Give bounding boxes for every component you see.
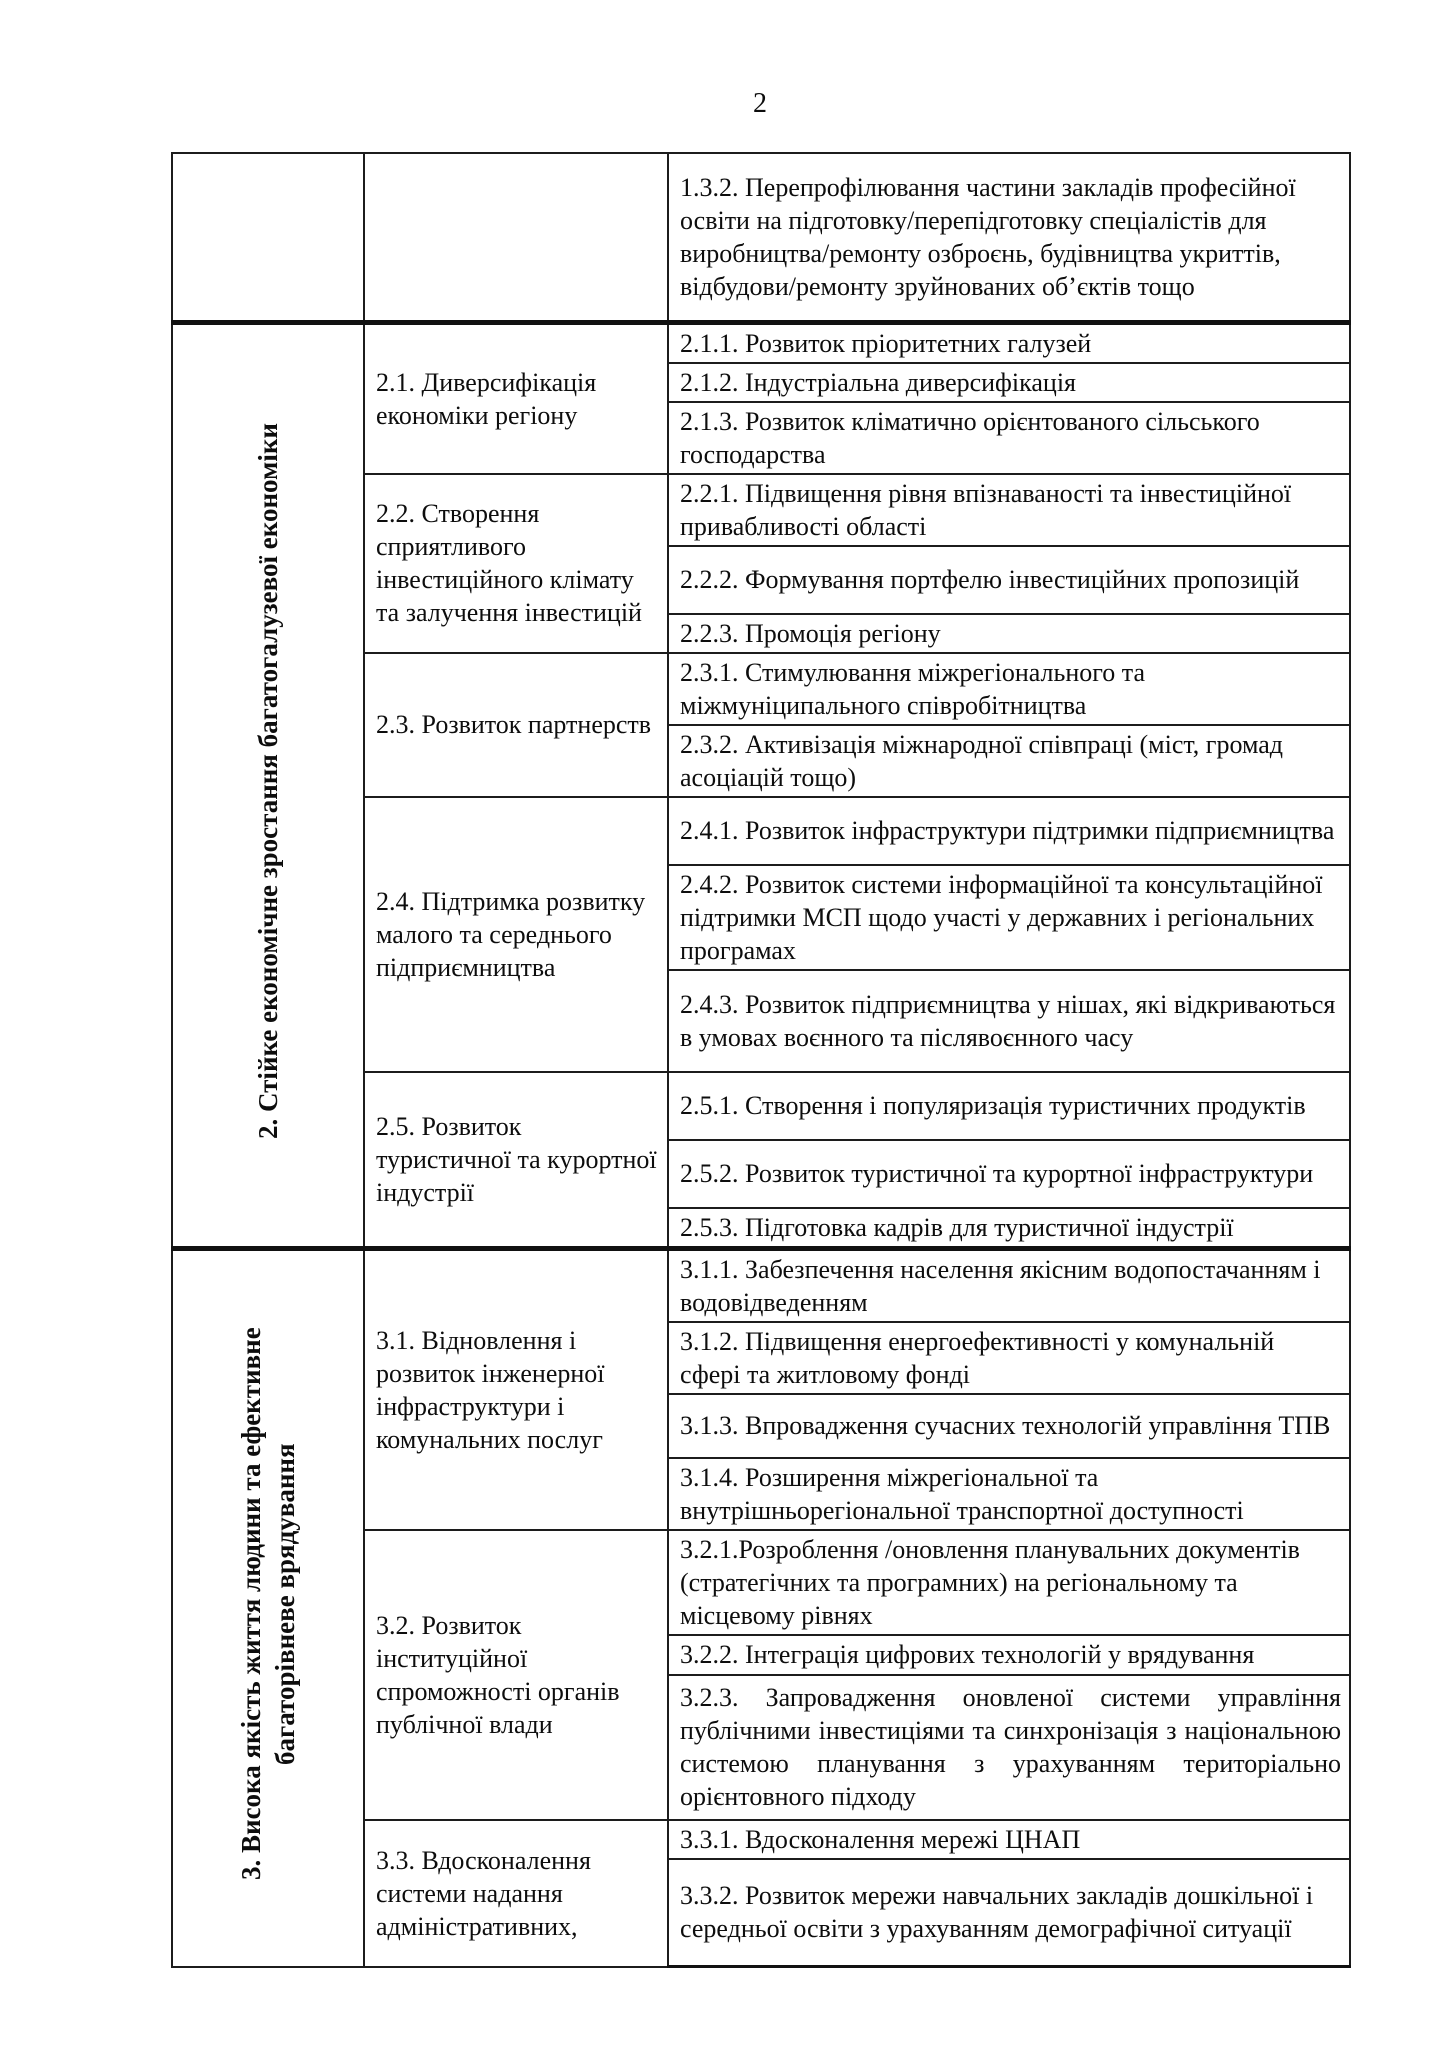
task-cell: 2.1.2. Індустріальна диверсифікація bbox=[668, 363, 1350, 402]
task-cell: 3.1.3. Впровадження сучасних технологій управління ТПВ bbox=[668, 1394, 1350, 1458]
task-cell: 2.3.2. Активізація міжнародної співпраці (міст, громад асоціацій тощо) bbox=[668, 725, 1350, 797]
task-cell: 2.2.2. Формування портфелю інвестиційних пропозицій bbox=[668, 546, 1350, 614]
task-cell: 2.4.3. Розвиток підприємництва у нішах, які відкриваються в умовах воєнного та післявоєнного часу bbox=[668, 970, 1350, 1072]
strategic-goal-2-label: 2. Стійке економічне зростання багатогалузевої економіки bbox=[253, 423, 283, 1139]
task-cell: 2.4.1. Розвиток інфраструктури підтримки підприємництва bbox=[668, 797, 1350, 865]
task-cell: 2.4.2. Розвиток системи інформаційної та консультаційної підтримки МСП щодо участі у державних і регіональних програмах bbox=[668, 865, 1350, 970]
task-cell: 3.2.2. Інтеграція цифрових технологій у врядування bbox=[668, 1635, 1350, 1675]
task-cell: 3.1.1. Забезпечення населення якісним водопостачанням і водовідведенням bbox=[668, 1248, 1350, 1322]
task-cell: 3.2.1.Розроблення /оновлення планувальних документів (стратегічних та програмних) на регіональному та місцевому рівнях bbox=[668, 1530, 1350, 1635]
operational-goal-2-3: 2.3. Розвиток партнерств bbox=[364, 653, 668, 797]
operational-goal-cell-empty bbox=[364, 153, 668, 322]
operational-goal-2-2: 2.2. Створення сприятливого інвестиційного клімату та залучення інвестицій bbox=[364, 474, 668, 653]
strategic-goal-cell-3 bbox=[172, 1248, 364, 1967]
operational-goal-3-2: 3.2. Розвиток інституційної спроможності органів публічної влади bbox=[364, 1530, 668, 1820]
task-cell: 3.3.2. Розвиток мережи навчальних закладів дошкільної і середньої освіти з урахуванням демографічної ситуації bbox=[668, 1859, 1350, 1967]
task-cell: 2.5.2. Розвиток туристичної та курортної інфраструктури bbox=[668, 1140, 1350, 1208]
operational-goal-3-1: 3.1. Відновлення і розвиток інженерної інфраструктури і комунальних послуг bbox=[364, 1248, 668, 1530]
operational-goal-2-1: 2.1. Диверсифікація економіки регіону bbox=[364, 322, 668, 474]
operational-goal-2-5: 2.5. Розвиток туристичної та курортної індустрії bbox=[364, 1072, 668, 1249]
task-cell: 3.1.4. Розширення міжрегіональної та внутрішньорегіональної транспортної доступності bbox=[668, 1458, 1350, 1530]
strategic-goal-cell-2 bbox=[172, 322, 364, 1248]
task-cell: 2.2.1. Підвищення рівня впізнаваності та інвестиційної привабливості області bbox=[668, 474, 1350, 546]
operational-goal-3-3: 3.3. Вдосконалення системи надання адміністративних, bbox=[364, 1820, 668, 1967]
task-cell: 2.2.3. Промоція регіону bbox=[668, 614, 1350, 653]
task-cell: 2.3.1. Стимулювання міжрегіонального та міжмуніципального співробітництва bbox=[668, 653, 1350, 725]
task-cell: 3.1.2. Підвищення енергоефективності у комунальній сфері та житловому фонді bbox=[668, 1322, 1350, 1394]
task-cell: 2.1.1. Розвиток пріоритетних галузей bbox=[668, 322, 1350, 363]
task-cell: 2.5.3. Підготовка кадрів для туристичної індустрії bbox=[668, 1208, 1350, 1249]
page-number: 2 bbox=[753, 88, 767, 119]
strategic-goal-cell-empty bbox=[172, 153, 364, 322]
task-cell: 2.1.3. Розвиток кліматично орієнтованого сільського господарства bbox=[668, 402, 1350, 474]
task-cell: 1.3.2. Перепрофілювання частини закладів професійної освіти на підготовку/перепідготовку спеціалістів для виробництва/ремонту озброєнь, будівництва укриттів, відбудови/ремонту зруйнованих об’єктів тощо bbox=[668, 153, 1350, 322]
task-cell: 2.5.1. Створення і популяризація туристичних продуктів bbox=[668, 1072, 1350, 1140]
strategic-goal-3-label: 3. Висока якість життя людини та ефективне багаторівневе врядування bbox=[236, 1327, 300, 1881]
task-cell: 3.2.3. Запровадження оновленої системи управління публічними інвестиціями та синхронізація з національною системою планування з урахуванням територіально орієнтовного підходу bbox=[668, 1675, 1350, 1820]
goals-table bbox=[171, 152, 1351, 1968]
operational-goal-2-4: 2.4. Підтримка розвитку малого та середнього підприємництва bbox=[364, 797, 668, 1072]
task-cell: 3.3.1. Вдосконалення мережі ЦНАП bbox=[668, 1820, 1350, 1859]
